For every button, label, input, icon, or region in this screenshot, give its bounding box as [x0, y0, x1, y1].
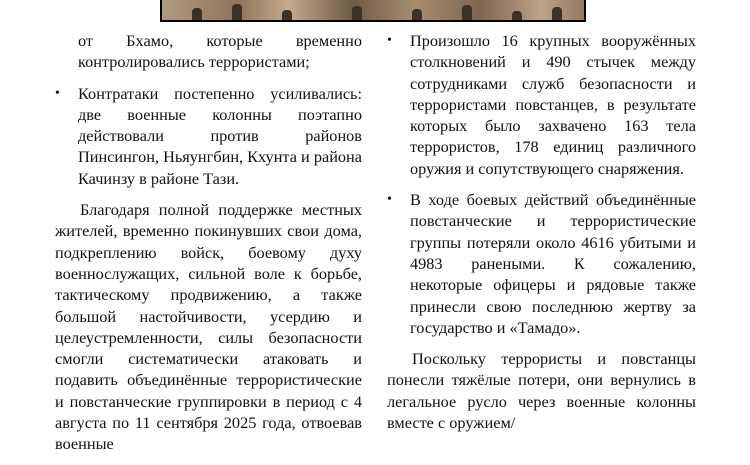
bullet-icon: •	[387, 33, 392, 48]
right-bullet-item-2	[387, 189, 696, 338]
right-paragraph: Поскольку террористы и повстанцы понесли тяжёлые потери, они вернулись в легальное русло через военные колонны вместе с оружием/	[387, 349, 696, 433]
left-bullet-text: Контратаки постепенно усиливались: две военные колонны поэтапно действовали против районов Пинсингон, Ньяунгбин, Кхунта и района Качинзу в районе Тази.	[78, 83, 362, 188]
left-bullet-item	[55, 83, 362, 189]
right-column	[387, 30, 696, 443]
bullet-icon: •	[387, 192, 392, 208]
article-photo	[160, 0, 586, 22]
left-paragraph: Благодаря полной поддержке местных жителей, временно покинувших свои дома, подкреплению войск, боевому духу военнослужащих, сильной воле к борьбе, тактическому продвижению, а также большой настойчивости, усердию и целеустремленности, силы безопасности смогли систематически атаковать и подавить объединённые террористические и повстанческие группировки в период с 4 августа по 11 сентября 2025 года, отвоевав военные	[55, 200, 362, 454]
left-column	[55, 30, 362, 465]
right-bullet-text-1: Произошло 16 крупных вооружённых столкновений и 490 стычек между сотрудниками служб безопасности и террористами повстанцев, в результате которых было захвачено 163 тела террористов, 178 единиц различного оружия и сопутствующего снаряжения.	[410, 31, 696, 178]
right-bullet-item-1	[387, 30, 696, 179]
right-bullet-text-2: В ходе боевых действий объединённые повстанческие и террористические группы потеряли около 4616 убитыми и 4983 ранеными. К сожалению, некоторые офицеры и рядовые также принесли свою последнюю жертву за государство и «Тамадо».	[410, 190, 696, 337]
bullet-icon: •	[55, 85, 60, 101]
left-continuation-text: от Бхамо, которые временно контролировались террористами;	[78, 31, 362, 72]
